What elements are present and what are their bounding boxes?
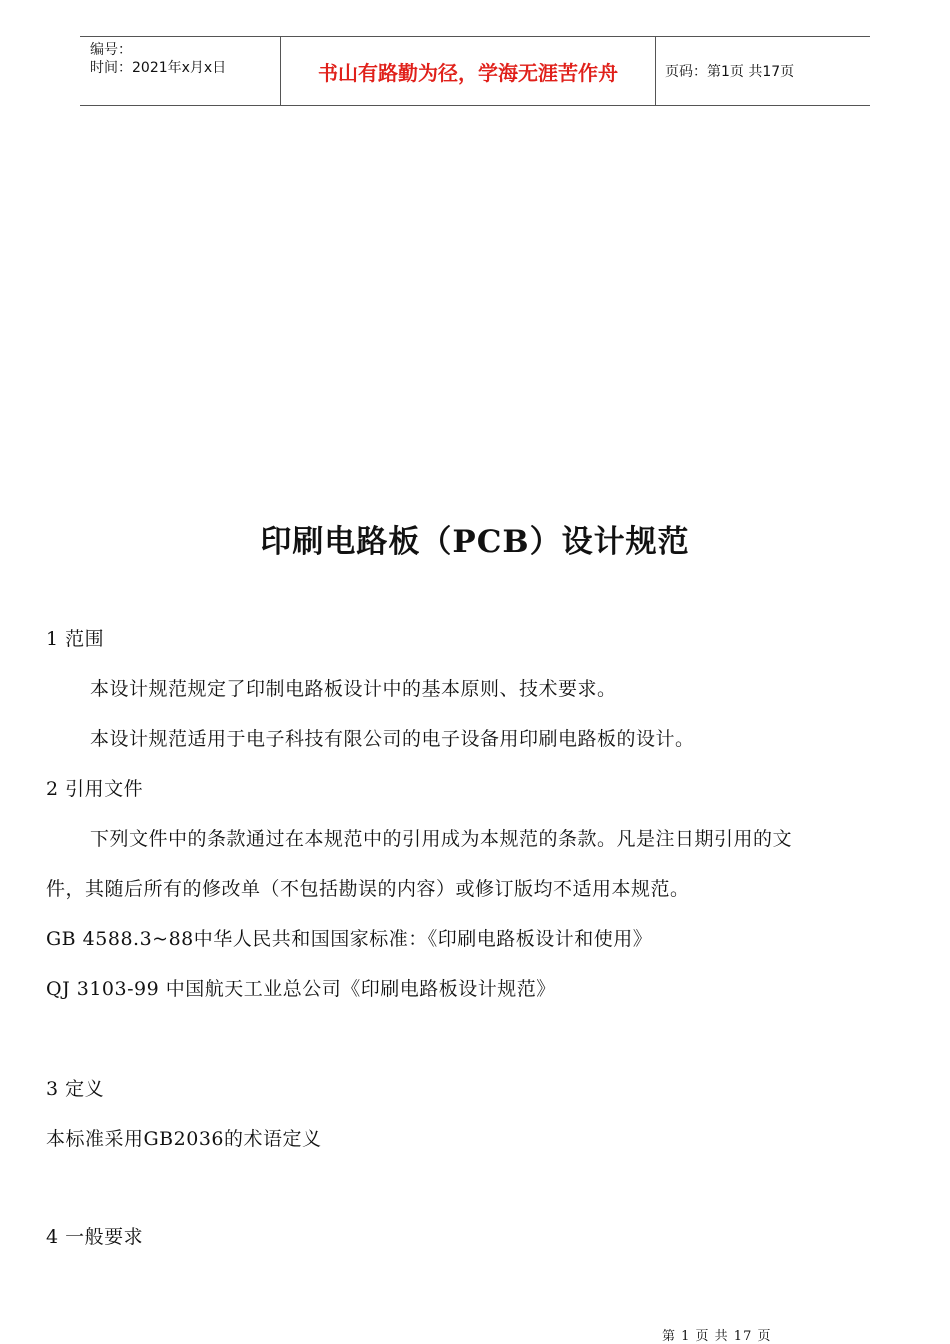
paragraph-line: 下列文件中的条款通过在本规范中的引用成为本规范的条款。凡是注日期引用的文 [90,828,793,850]
document-title: 印刷电路板（PCB）设计规范 [260,524,690,560]
header-page-info: 页码：第1页 共17页 [665,64,795,80]
reference-item: QJ 3103-99 中国航天工业总公司《印刷电路板设计规范》 [46,978,556,1000]
section-heading-general: 4 一般要求 [46,1226,144,1248]
page-header [80,36,870,106]
paragraph-line: 件，其随后所有的修改单（不包括勘误的内容）或修订版均不适用本规范。 [46,878,690,900]
section-heading-definitions: 3 定义 [46,1078,105,1100]
section-heading-references: 2 引用文件 [46,778,144,800]
document-number-label: 编号： [90,42,132,58]
header-info-cell [80,37,280,105]
paragraph-line: 本设计规范规定了印制电路板设计中的基本原则、技术要求。 [90,678,617,700]
header-motto: 书山有路勤为径，学海无涯苦作舟 [280,37,656,105]
document-date-label: 时间：2021年x月x日 [90,60,227,76]
page-footer: 第 1 页 共 17 页 [662,1329,772,1344]
reference-item: GB 4588.3~88中华人民共和国国家标准：《印刷电路板设计和使用》 [46,928,653,950]
paragraph-line: 本标准采用GB2036的术语定义 [46,1128,322,1150]
section-heading-scope: 1 范围 [46,628,105,650]
paragraph-line: 本设计规范适用于电子科技有限公司的电子设备用印刷电路板的设计。 [90,728,695,750]
